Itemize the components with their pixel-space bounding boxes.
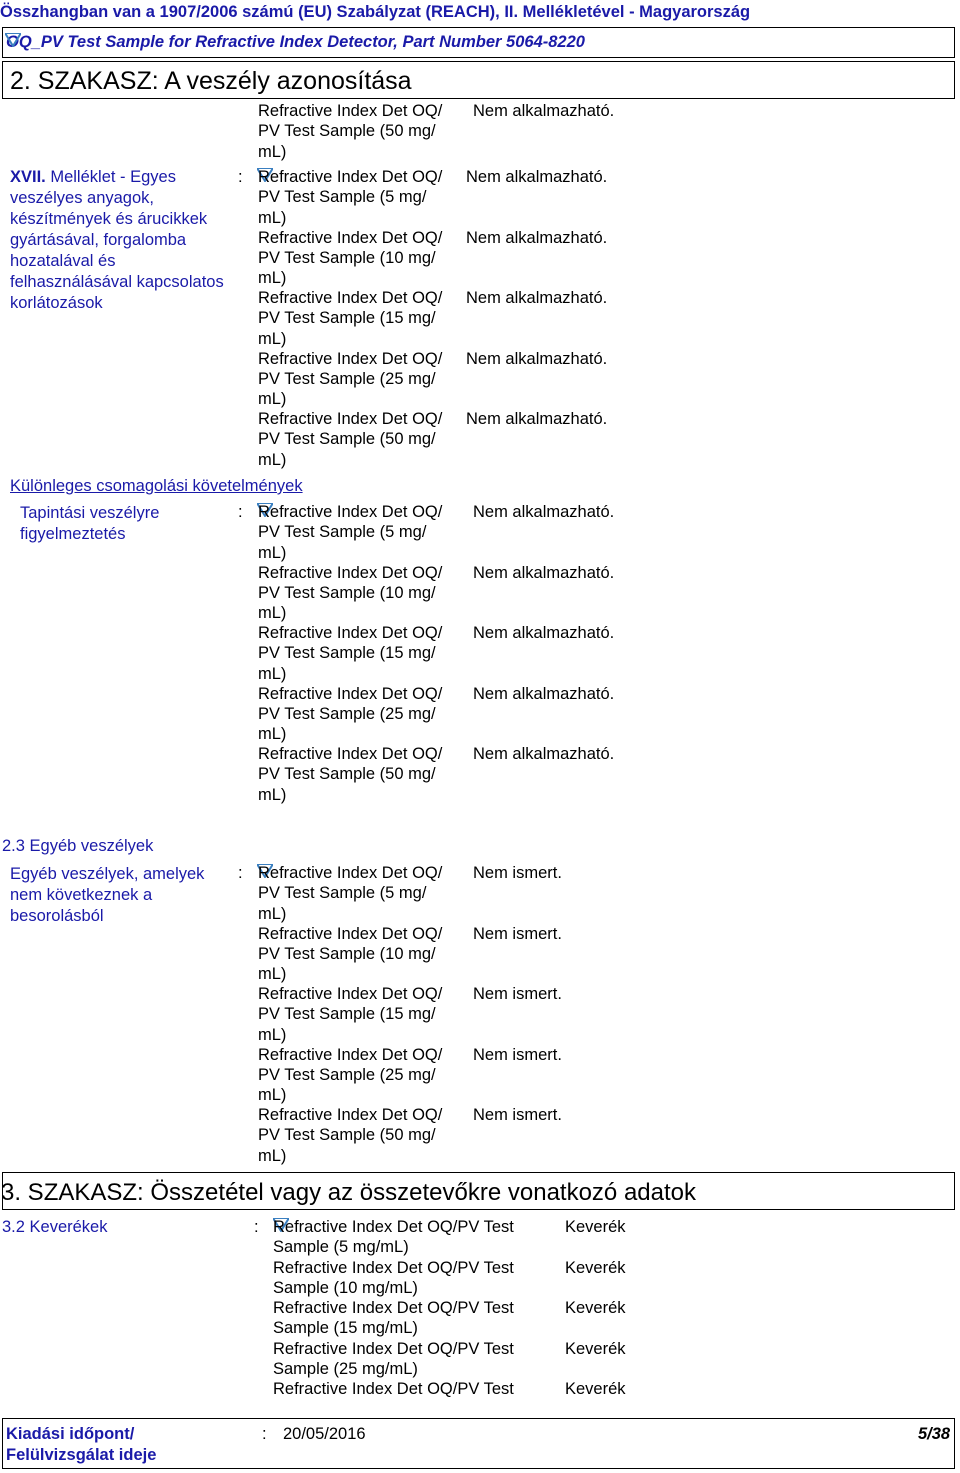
entry-line: mL) xyxy=(258,142,287,161)
entry-line: mL) xyxy=(258,604,287,623)
entry-line: PV Test Sample (25 mg/ xyxy=(258,1065,436,1084)
entry-line: Refractive Index Det OQ/ xyxy=(258,563,443,582)
entry-value: Keverék xyxy=(565,1218,626,1236)
revision-check-icon xyxy=(5,33,21,47)
hazard-entry xyxy=(258,228,442,289)
mixtures-label: 3.2 Keverékek xyxy=(2,1218,108,1236)
entry-line: PV Test Sample (50 mg/ xyxy=(258,765,436,784)
entry-line: Refractive Index Det OQ/ xyxy=(258,168,443,186)
section3-title: 3. SZAKASZ: Összetétel vagy az összetevőkre vonatkozó adatok xyxy=(1,1179,697,1206)
footer-label-line: Felülvizsgálat ideje xyxy=(6,1446,157,1464)
hazard-entry xyxy=(273,1217,514,1258)
entry-value: Nem alkalmazható. xyxy=(473,745,615,763)
entry-line: PV Test Sample (10 mg/ xyxy=(258,944,436,963)
entry-line: mL) xyxy=(258,208,287,227)
entry-value: Nem alkalmazható. xyxy=(466,168,608,186)
packaging-colon: : xyxy=(238,503,243,521)
top-entry-value: Nem alkalmazható. xyxy=(473,102,615,120)
entry-value: Keverék xyxy=(565,1299,626,1317)
top-entry xyxy=(258,101,442,162)
entry-line: Refractive Index Det OQ/ xyxy=(258,228,443,247)
entry-value: Nem alkalmazható. xyxy=(473,563,615,582)
hazard-entry xyxy=(273,1379,514,1399)
other-hazards-label: Egyéb veszélyek, amelyek nem következnek a besorolásból xyxy=(10,865,205,925)
entry-value: Nem ismert. xyxy=(473,1106,562,1124)
entry-line: Refractive Index Det OQ/ xyxy=(258,684,443,703)
other-hazards-colon: : xyxy=(238,864,243,882)
regulation-title: Összhangban van a 1907/2006 számú (EU) Szabályzat (REACH), II. Mellékletével - Magyarország xyxy=(0,3,751,21)
entry-line: Refractive Index Det OQ/ xyxy=(258,745,443,763)
entry-line: Refractive Index Det OQ/PV Test xyxy=(273,1339,514,1358)
entry-line: mL) xyxy=(258,269,287,288)
hazard-entry xyxy=(258,1045,442,1106)
hazard-entry xyxy=(258,288,442,349)
entry-line: mL) xyxy=(258,904,287,923)
entry-line: mL) xyxy=(258,725,287,744)
entry-line: Sample (5 mg/mL) xyxy=(273,1238,409,1257)
entry-line: Refractive Index Det OQ/ xyxy=(258,1045,443,1064)
entry-line: mL) xyxy=(258,1025,287,1044)
entry-line: Refractive Index Det OQ/ xyxy=(258,864,443,882)
entry-line: Refractive Index Det OQ/ xyxy=(258,102,443,120)
hazard-entry xyxy=(258,349,442,410)
entry-line: Refractive Index Det OQ/PV Test xyxy=(273,1258,514,1277)
entry-line: mL) xyxy=(258,785,287,804)
entry-line: PV Test Sample (10 mg/ xyxy=(258,248,436,267)
section2-title: 2. SZAKASZ: A veszély azonosítása xyxy=(10,67,412,95)
entry-line: PV Test Sample (10 mg/ xyxy=(258,583,436,602)
entry-value: Nem alkalmazható. xyxy=(473,624,615,642)
entry-line: Refractive Index Det OQ/ xyxy=(258,924,443,943)
entry-line: PV Test Sample (15 mg/ xyxy=(258,644,436,663)
entry-line: mL) xyxy=(258,1146,287,1165)
entry-value: Nem ismert. xyxy=(473,985,562,1003)
other-hazards-heading: 2.3 Egyéb veszélyek xyxy=(2,837,154,855)
entry-line: Sample (15 mg/mL) xyxy=(273,1319,418,1338)
hazard-entry xyxy=(258,409,442,470)
hazard-entry xyxy=(273,1339,514,1380)
entry-line: Refractive Index Det OQ/ xyxy=(258,349,443,368)
entry-value: Nem alkalmazható. xyxy=(473,503,615,521)
hazard-entry xyxy=(258,167,442,228)
entry-line: Refractive Index Det OQ/PV Test xyxy=(273,1218,514,1236)
entry-line: Refractive Index Det OQ/ xyxy=(258,289,443,307)
hazard-entry xyxy=(258,623,442,684)
hazard-entry xyxy=(273,1298,514,1339)
entry-line: PV Test Sample (25 mg/ xyxy=(258,369,436,388)
hazard-entry xyxy=(258,984,442,1045)
entry-line: mL) xyxy=(258,329,287,348)
footer-colon: : xyxy=(262,1425,267,1443)
xvii-text: Melléklet - Egyes veszélyes anyagok, készítmények és árucikkek gyártásával, forgalomba hozatalával és felhasználásával kapcsolatos korlátozások xyxy=(10,168,224,312)
hazard-entry xyxy=(258,502,442,563)
entry-value: Keverék xyxy=(565,1380,626,1398)
entry-line: mL) xyxy=(258,450,287,469)
entry-line: mL) xyxy=(258,390,287,409)
entry-line: Refractive Index Det OQ/ xyxy=(258,503,443,521)
entry-line: mL) xyxy=(258,965,287,984)
entry-line: PV Test Sample (50 mg/ xyxy=(258,1126,436,1145)
entry-line: mL) xyxy=(258,1086,287,1105)
entry-line: Refractive Index Det OQ/PV Test xyxy=(273,1299,514,1317)
entry-line: PV Test Sample (15 mg/ xyxy=(258,309,436,328)
xvii-colon: : xyxy=(238,168,243,186)
hazard-entry xyxy=(258,924,442,985)
entry-value: Nem alkalmazható. xyxy=(473,684,615,703)
footer-label xyxy=(6,1424,156,1466)
hazard-entry xyxy=(258,684,442,745)
entry-line: Refractive Index Det OQ/ xyxy=(258,985,443,1003)
packaging-label: Tapintási veszélyre figyelmeztetés xyxy=(20,504,160,543)
entry-line: Refractive Index Det OQ/ xyxy=(258,624,443,642)
entry-value: Nem ismert. xyxy=(473,1045,562,1064)
entry-line: PV Test Sample (15 mg/ xyxy=(258,1005,436,1024)
section3-header xyxy=(2,1172,955,1210)
mixtures-colon: : xyxy=(254,1218,259,1236)
entry-line: Refractive Index Det OQ/PV Test xyxy=(273,1380,514,1398)
entry-line: mL) xyxy=(258,664,287,683)
entry-value: Nem alkalmazható. xyxy=(466,349,608,368)
entry-line: Refractive Index Det OQ/ xyxy=(258,1106,443,1124)
footer-date: 20/05/2016 xyxy=(283,1425,366,1443)
entry-line: Refractive Index Det OQ/ xyxy=(258,410,443,428)
packaging-heading: Különleges csomagolási követelmények xyxy=(10,477,303,495)
page-number: 5/38 xyxy=(918,1425,951,1443)
entry-value: Keverék xyxy=(565,1258,626,1277)
entry-line: PV Test Sample (50 mg/ xyxy=(258,430,436,449)
entry-value: Nem alkalmazható. xyxy=(466,410,608,428)
entry-value: Nem ismert. xyxy=(473,924,562,943)
entry-line: PV Test Sample (5 mg/ xyxy=(258,884,427,903)
entry-value: Keverék xyxy=(565,1339,626,1358)
entry-value: Nem alkalmazható. xyxy=(466,228,608,247)
entry-line: mL) xyxy=(258,543,287,562)
entry-line: PV Test Sample (25 mg/ xyxy=(258,704,436,723)
entry-line: Sample (10 mg/mL) xyxy=(273,1278,418,1297)
section2-header xyxy=(2,61,955,99)
product-title: OQ_PV Test Sample for Refractive Index Detector, Part Number 5064-8220 xyxy=(6,33,585,51)
xvii-label xyxy=(10,167,235,314)
hazard-entry xyxy=(258,744,442,805)
entry-line: PV Test Sample (50 mg/ xyxy=(258,122,436,141)
footer-label-line: Kiadási időpont/ xyxy=(6,1425,135,1443)
hazard-entry xyxy=(258,863,442,924)
xvii-prefix: XVII. xyxy=(10,168,46,186)
entry-line: PV Test Sample (5 mg/ xyxy=(258,523,427,542)
hazard-entry xyxy=(258,563,442,624)
entry-value: Nem alkalmazható. xyxy=(466,289,608,307)
hazard-entry xyxy=(273,1258,514,1299)
entry-value: Nem ismert. xyxy=(473,864,562,882)
hazard-entry xyxy=(258,1105,442,1166)
entry-line: Sample (25 mg/mL) xyxy=(273,1359,418,1378)
entry-line: PV Test Sample (5 mg/ xyxy=(258,188,427,207)
